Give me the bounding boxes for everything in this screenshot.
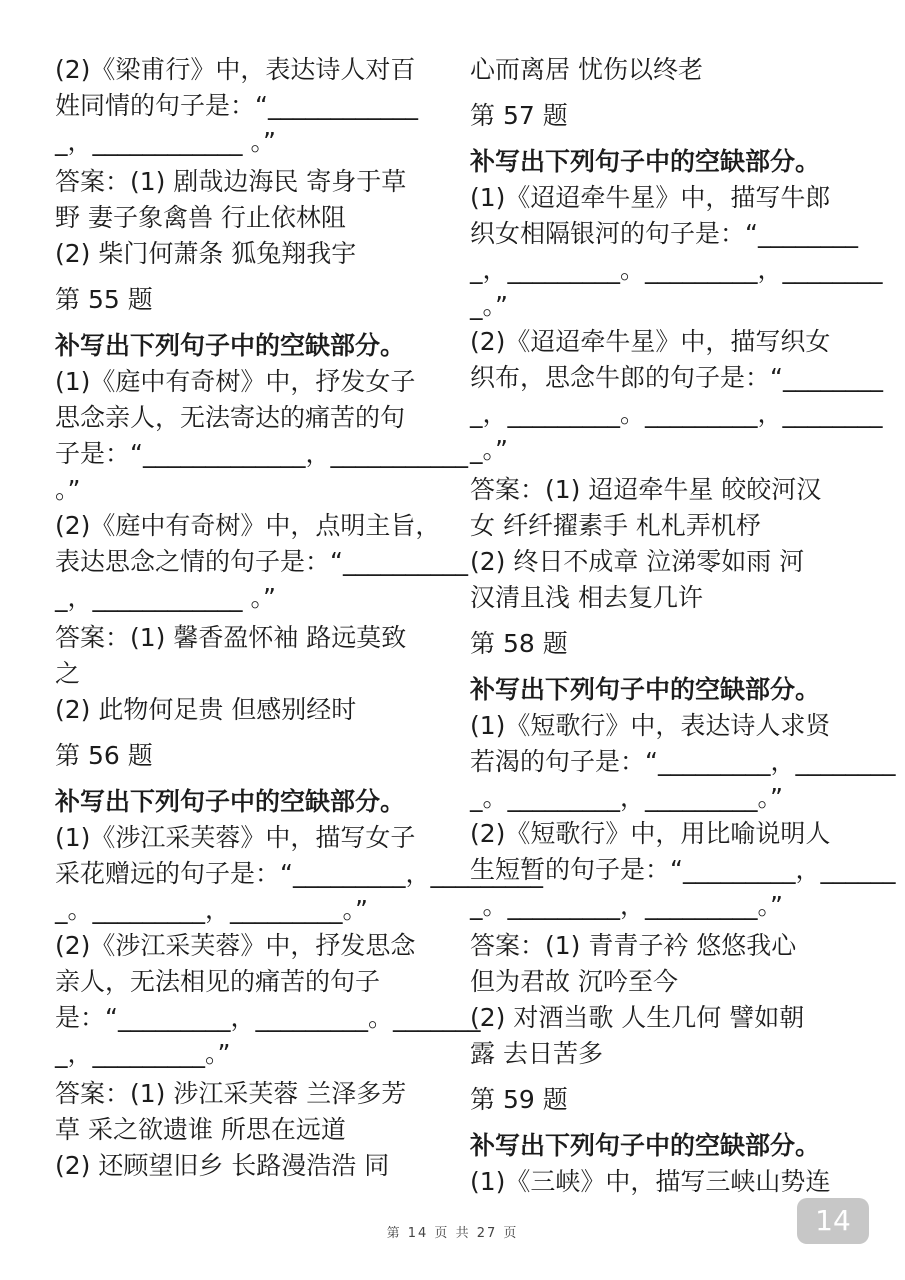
text-line: (2) 终日不成章 泣涕零如雨 河 bbox=[470, 547, 805, 576]
question-heading: 第 58 题 bbox=[470, 629, 568, 658]
text-line: 表达思念之情的句子是：“__________ bbox=[55, 547, 468, 576]
text-line: 草 采之欲遗谁 所思在远道 bbox=[55, 1115, 346, 1144]
answer-line: 答案：(1) 涉江采芙蓉 兰泽多芳 bbox=[55, 1079, 407, 1108]
question-heading: 第 56 题 bbox=[55, 741, 153, 770]
text-line: (2) 对酒当歌 人生几何 譬如朝 bbox=[470, 1003, 805, 1032]
text-line: 但为君故 沉吟至今 bbox=[470, 967, 678, 996]
text-line: (2)《迢迢牵牛星》中，描写织女 bbox=[470, 327, 831, 356]
answer-line: 答案：(1) 馨香盈怀袖 路远莫致 bbox=[55, 623, 407, 652]
text-line: (1)《短歌行》中，表达诗人求贤 bbox=[470, 711, 831, 740]
text-line: (1)《三峡》中，描写三峡山势连 bbox=[470, 1167, 831, 1196]
text-line: _，_________。_________，________ bbox=[470, 255, 883, 284]
text-line: 女 纤纤擢素手 札札弄机杼 bbox=[470, 511, 761, 540]
instruction-line: 补写出下列句子中的空缺部分。 bbox=[55, 787, 406, 816]
text-line: (2)《庭中有奇树》中，点明主旨， bbox=[55, 511, 441, 540]
text-line: 子是：“_____________，___________ bbox=[55, 439, 468, 468]
text-line: 是：“_________，_________。_______ bbox=[55, 1003, 481, 1032]
text-line: 之 bbox=[55, 659, 81, 688]
text-line: _，____________ 。” bbox=[55, 127, 276, 156]
text-line: _。” bbox=[470, 435, 508, 464]
text-line: (1)《庭中有奇树》中，抒发女子 bbox=[55, 367, 416, 396]
text-line: 汉清且浅 相去复几许 bbox=[470, 583, 703, 612]
text-line: _，____________ 。” bbox=[55, 583, 276, 612]
text-line: (2)《短歌行》中，用比喻说明人 bbox=[470, 819, 831, 848]
text-line: 生短暂的句子是：“_________，______ bbox=[470, 855, 896, 884]
text-line: _，_________。” bbox=[55, 1039, 231, 1068]
instruction-line: 补写出下列句子中的空缺部分。 bbox=[470, 147, 821, 176]
text-line: 露 去日苦多 bbox=[470, 1039, 603, 1068]
text-line: 姓同情的句子是：“____________ bbox=[55, 91, 418, 120]
text-line: (2)《涉江采芙蓉》中，抒发思念 bbox=[55, 931, 416, 960]
text-line: _。” bbox=[470, 291, 508, 320]
text-line: 亲人，无法相见的痛苦的句子 bbox=[55, 967, 381, 996]
answer-line: 答案：(1) 迢迢牵牛星 皎皎河汉 bbox=[470, 475, 822, 504]
text-line: (2)《梁甫行》中，表达诗人对百 bbox=[55, 55, 416, 84]
text-line: 心而离居 忧伤以终老 bbox=[470, 55, 703, 84]
text-line: 野 妻子象禽兽 行止依林阻 bbox=[55, 203, 346, 232]
text-line: 织女相隔银河的句子是：“________ bbox=[470, 219, 858, 248]
text-line: _。_________，_________。” bbox=[470, 891, 783, 920]
page-footer: 第 14 页 共 27 页 bbox=[386, 1226, 519, 1241]
text-line: (1)《迢迢牵牛星》中，描写牛郎 bbox=[470, 183, 831, 212]
text-line: 织布，思念牛郎的句子是：“________ bbox=[470, 363, 883, 392]
text-line: (1)《涉江采芙蓉》中，描写女子 bbox=[55, 823, 416, 852]
right-column bbox=[470, 52, 896, 1200]
text-line: 采花赠远的句子是：“_________，_________ bbox=[55, 859, 543, 888]
answer-line: 答案：(1) 剧哉边海民 寄身于草 bbox=[55, 167, 407, 196]
text-line: _，_________。_________，________ bbox=[470, 399, 883, 428]
instruction-line: 补写出下列句子中的空缺部分。 bbox=[470, 675, 821, 704]
text-line: _。_________，_________。” bbox=[55, 895, 368, 924]
text-line: 。” bbox=[55, 475, 81, 504]
text-line: (2) 还顾望旧乡 长路漫浩浩 同 bbox=[55, 1151, 390, 1180]
text-line: _。_________，_________。” bbox=[470, 783, 783, 812]
instruction-line: 补写出下列句子中的空缺部分。 bbox=[55, 331, 406, 360]
page-number-badge: 14 bbox=[797, 1198, 869, 1244]
text-line: (2) 此物何足贵 但感别经时 bbox=[55, 695, 357, 724]
text-line: (2) 柴门何萧条 狐兔翔我宇 bbox=[55, 239, 357, 268]
text-line: 若渴的句子是：“_________，________ bbox=[470, 747, 896, 776]
answer-line: 答案：(1) 青青子衿 悠悠我心 bbox=[470, 931, 797, 960]
question-heading: 第 57 题 bbox=[470, 101, 568, 130]
question-heading: 第 55 题 bbox=[55, 285, 153, 314]
instruction-line: 补写出下列句子中的空缺部分。 bbox=[470, 1131, 821, 1160]
question-heading: 第 59 题 bbox=[470, 1085, 568, 1114]
text-line: 思念亲人，无法寄达的痛苦的句 bbox=[55, 403, 406, 432]
